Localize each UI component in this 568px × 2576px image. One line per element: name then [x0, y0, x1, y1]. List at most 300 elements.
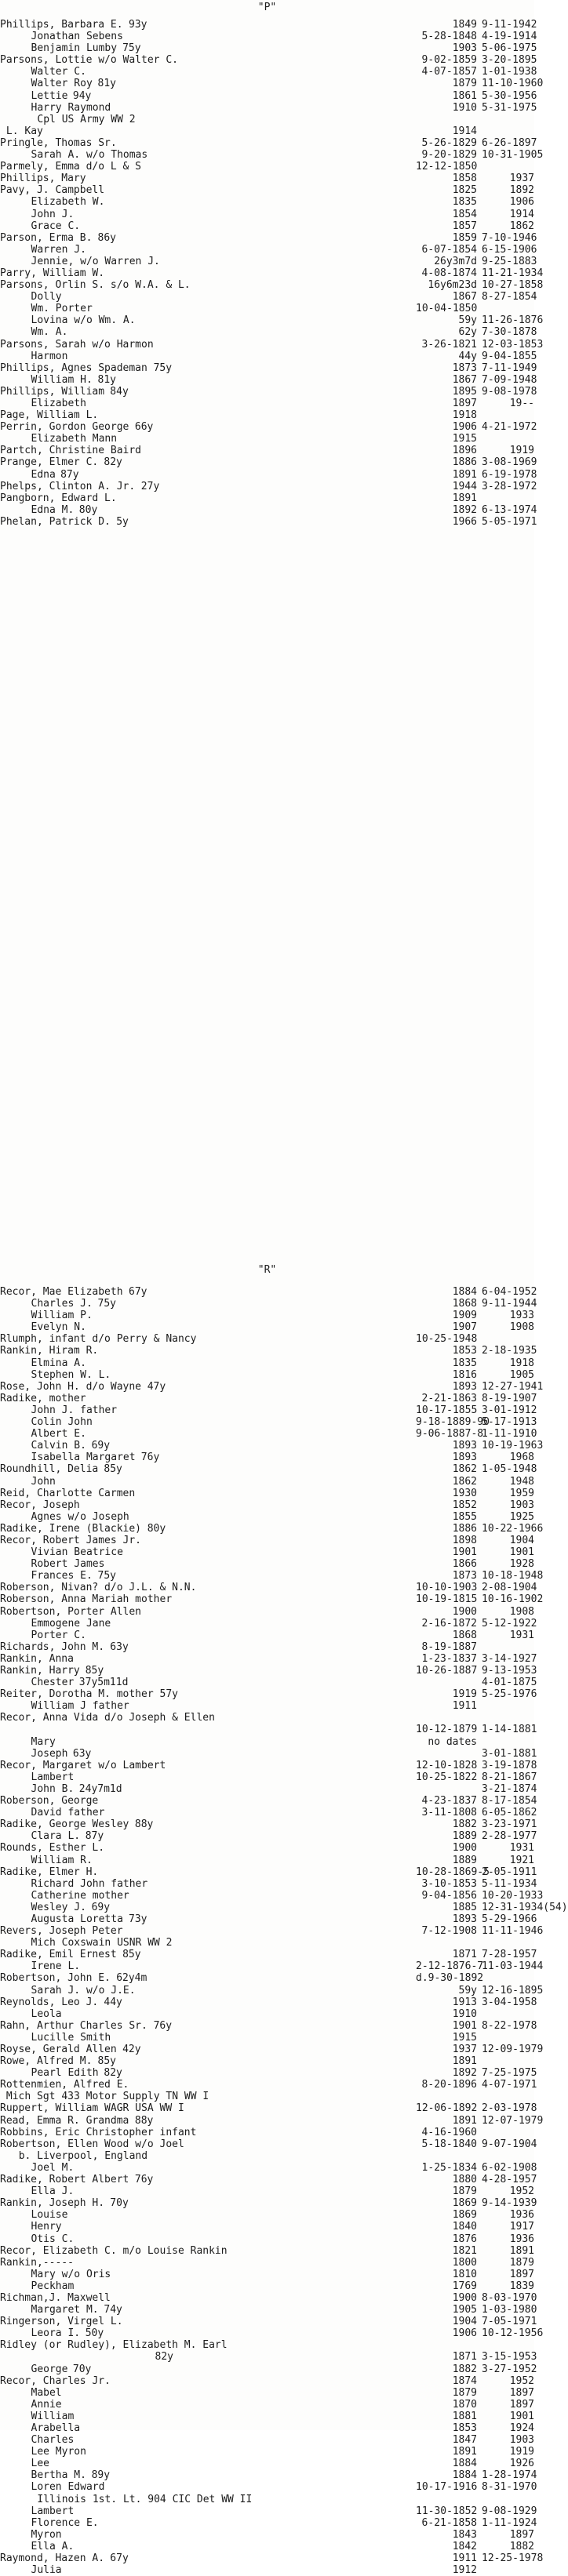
- entry-birth: 4-07-1857: [421, 66, 477, 78]
- entry-name: Agnes w/o Joseph: [31, 1510, 129, 1523]
- entry-birth: 1879: [452, 2185, 477, 2198]
- entry-name: Prange, Elmer C.: [0, 456, 99, 469]
- entry-birth: 1891: [452, 468, 477, 481]
- entry-birth: 4-08-1874: [421, 267, 477, 279]
- entry-birth: 1-23-1837: [421, 1652, 477, 1665]
- entry-death: 1-05-1948: [482, 1463, 537, 1476]
- entry-death: 6-02-1908: [482, 2161, 537, 2174]
- entry-age: 67y: [110, 2552, 129, 2565]
- entry-age: 80y: [78, 503, 98, 516]
- entry-name: Roundhill, Delia: [0, 1463, 99, 1476]
- entry-death: 9-14-1939: [482, 2197, 537, 2210]
- entry-name: Joseph: [31, 1747, 68, 1760]
- entry-birth: 12-12-1850: [416, 161, 478, 173]
- entry-name: Edna: [31, 468, 56, 481]
- entry-birth: 3-11-1808: [421, 1807, 477, 1819]
- entry-death: 8-19-1907: [482, 1392, 537, 1404]
- entry-death: 7-25-1975: [482, 2067, 537, 2080]
- entry-age: 84y: [110, 385, 129, 398]
- entry-name: Warren J.: [31, 243, 86, 256]
- entry-death: 9-25-1883: [482, 255, 537, 267]
- entry-death: 1906: [509, 196, 534, 209]
- entry-name: John: [31, 1475, 56, 1488]
- entry-death: 1897: [509, 2386, 534, 2399]
- entry-birth: 1879: [452, 78, 477, 90]
- entry-birth: 12-10-1828: [416, 1759, 478, 1771]
- entry-age: 80y: [147, 1522, 166, 1535]
- entry-name: Richard John father: [31, 1877, 148, 1890]
- entry-name: Robert James: [31, 1558, 105, 1571]
- entry-death: 12-27-1941: [482, 1380, 544, 1393]
- entry-name: Perrin, Gordon George: [0, 421, 129, 434]
- entry-birth: 1919: [452, 1688, 477, 1701]
- entry-birth: 1871: [452, 1949, 477, 1961]
- entry-name: Wesley J.: [31, 1901, 86, 1913]
- entry-birth: 1867: [452, 373, 477, 386]
- entry-name: Charles: [31, 2434, 75, 2447]
- entry-death: 1926: [509, 2458, 534, 2470]
- entry-birth: 10-17-1855: [416, 1404, 478, 1416]
- entry-death: 4-07-1971: [482, 2079, 537, 2091]
- entry-death: 8-21-1867: [482, 1771, 537, 1783]
- entry-birth: 1874: [452, 2374, 477, 2387]
- entry-death: 5-25-1976: [482, 1688, 537, 1701]
- entry-birth: 1849: [452, 19, 477, 31]
- entry-name: Parsons, Orlin S. s/o W.A. & L.: [0, 279, 191, 292]
- entry-name: Rlumph, infant d/o Perry & Nancy: [0, 1333, 197, 1346]
- entry-birth: 1881: [452, 2410, 477, 2422]
- entry-name: Benjamin Lumby: [31, 42, 118, 55]
- entry-name: Radike, Robert Albert: [0, 2174, 129, 2186]
- entry-name: Lucille Smith: [31, 2031, 111, 2044]
- entry-age: 82y: [104, 456, 122, 469]
- entry-death: 3-14-1927: [482, 1652, 537, 1665]
- entry-death: 10-31-1905: [482, 149, 544, 162]
- entry-age: 74y: [104, 2304, 122, 2316]
- entry-death: 9-07-1904: [482, 2138, 537, 2150]
- entry-name: David father: [31, 1807, 105, 1819]
- entry-name: Parry, William W.: [0, 267, 105, 279]
- entry-age: 50y: [85, 2327, 104, 2340]
- entry-death: 1914: [509, 208, 534, 220]
- entry-birth: 1861: [452, 89, 477, 102]
- entry-death: 1917: [509, 2221, 534, 2233]
- entry-death: 1903: [509, 2434, 534, 2447]
- entry-death: 2-05-1911: [482, 1866, 537, 1878]
- entry-birth: 1910: [452, 101, 477, 114]
- entry-birth: 9-06-1887-8: [416, 1428, 484, 1441]
- entry-birth: 1904: [452, 2316, 477, 2328]
- entry-death: 1921: [509, 1854, 534, 1866]
- entry-name: Mary w/o Oris: [31, 2268, 111, 2280]
- entry-birth: 1886: [452, 1522, 477, 1535]
- entry-name: Robbins, Eric Christopher infant: [0, 2126, 197, 2138]
- entry-birth: 10-04-1850: [416, 303, 478, 315]
- entry-name: Richman,J. Maxwell: [0, 2291, 111, 2304]
- entry-death: 3-27-1952: [482, 2363, 537, 2375]
- entry-name: Peckham: [31, 2280, 75, 2292]
- entry-birth: 6-21-1858: [421, 2516, 477, 2529]
- entry-death: 1936: [509, 2209, 534, 2222]
- entry-birth: 1898: [452, 1534, 477, 1546]
- entry-birth: 1855: [452, 1510, 477, 1523]
- entry-name: Recor, Elizabeth C. m/o Louise Rankin: [0, 2244, 228, 2257]
- entry-birth: 1854: [452, 208, 477, 220]
- entry-name: Royse, Gerald Allen: [0, 2044, 117, 2055]
- entry-death: 6-04-1952: [482, 1286, 537, 1298]
- entry-age: 75y: [153, 362, 173, 374]
- entry-name: Elmina A.: [31, 1357, 86, 1369]
- entry-death: 2-18-1935: [482, 1345, 537, 1357]
- entry-birth: 2-16-1872: [421, 1617, 477, 1630]
- entry-age: 44y: [104, 1996, 122, 2008]
- entry-death: 1905: [509, 1368, 534, 1381]
- entry-birth: 4-16-1960: [421, 2126, 477, 2138]
- entry-birth: 1893: [452, 1451, 477, 1464]
- entry-name: Illinois 1st. Lt. 904 CIC Det WW II: [37, 2493, 253, 2505]
- entry-name: Wm. A.: [31, 326, 68, 339]
- entry-name: Recor, Mae Elizabeth: [0, 1286, 123, 1298]
- entry-birth: 1893: [452, 1913, 477, 1925]
- entry-birth: 1843: [452, 2528, 477, 2541]
- entry-birth: 62y: [458, 326, 477, 339]
- entry-death: 1968: [509, 1451, 534, 1464]
- entry-name: Lee Myron: [31, 2446, 86, 2458]
- entry-name: Reiter, Dorotha M. mother: [0, 1688, 154, 1701]
- entry-birth: 1869: [452, 2197, 477, 2210]
- entry-birth: 1944: [452, 480, 477, 492]
- entry-death: 3-19-1878: [482, 1759, 537, 1771]
- entry-name: Emmogene Jane: [31, 1617, 111, 1630]
- entry-name: Mich Coxswain USNR WW 2: [31, 1937, 173, 1949]
- entry-birth: 1880: [452, 2174, 477, 2186]
- entry-death: 10-22-1966: [482, 1522, 544, 1535]
- entry-death: 1908: [509, 1321, 534, 1334]
- entry-name: Mary: [31, 1735, 56, 1748]
- entry-age: 87y: [85, 1830, 104, 1843]
- entry-name: Phillips, Agnes Spademan: [0, 362, 147, 374]
- entry-death: 5-31-1975: [482, 101, 537, 114]
- entry-death: 6-19-1978: [482, 468, 537, 481]
- entry-birth: 5-28-1848: [421, 31, 477, 43]
- entry-name: John J.: [31, 208, 75, 220]
- entry-death: 4-21-1972: [482, 421, 537, 434]
- entry-age: 63y: [72, 1747, 92, 1760]
- entry-name: Wm. Porter: [31, 303, 93, 315]
- entry-name: Elizabeth: [31, 398, 86, 409]
- entry-birth: 1889: [452, 1854, 477, 1866]
- entry-birth: 10-12-1879: [416, 1724, 478, 1736]
- entry-name: Parson, Erma B.: [0, 231, 93, 244]
- entry-age: 85y: [97, 2055, 116, 2068]
- entry-birth: 16y6m23d: [428, 279, 477, 292]
- entry-age: 75y: [97, 1298, 116, 1310]
- entry-death: 1879: [509, 2256, 534, 2269]
- entry-death: 9-11-1944: [482, 1298, 537, 1310]
- entry-name: Isabella Margaret: [31, 1451, 136, 1464]
- entry-age: 66y: [134, 421, 154, 434]
- entry-name: Charles J.: [31, 1298, 93, 1310]
- entry-birth: 1847: [452, 2434, 477, 2447]
- entry-death: 10-16-1902: [482, 1593, 544, 1606]
- entry-name: Read, Emma R. Grandma: [0, 2114, 129, 2127]
- entry-name: L. Kay: [5, 125, 43, 137]
- entry-name: John J. father: [31, 1404, 118, 1416]
- entry-name: William: [31, 2410, 75, 2422]
- entry-birth: 1871: [452, 2351, 477, 2363]
- entry-name: Harmon: [31, 350, 68, 362]
- entry-age: 88y: [134, 2114, 154, 2127]
- entry-death: 1925: [509, 1510, 534, 1523]
- entry-death: 1919: [509, 445, 534, 457]
- entry-name: Margaret M.: [31, 2304, 99, 2316]
- entry-birth: 9-20-1829: [421, 149, 477, 162]
- entry-death: 1882: [509, 2540, 534, 2552]
- entry-name: Raymond, Hazen A.: [0, 2552, 105, 2565]
- entry-death: 5-06-1975: [482, 42, 537, 55]
- entry-death: 6-26-1897: [482, 136, 537, 149]
- entry-birth: 1891: [452, 492, 477, 504]
- entry-name: Walter C.: [31, 66, 86, 78]
- entry-name: Mabel: [31, 2386, 62, 2399]
- entry-name: Myron: [31, 2528, 62, 2541]
- entry-birth: 1859: [452, 231, 477, 244]
- entry-name: Robertson, Ellen Wood w/o Joel: [0, 2138, 184, 2150]
- entry-death: 4-19-1914: [482, 31, 537, 43]
- entry-birth: 1852: [452, 1499, 477, 1511]
- entry-death: 7-09-1948: [482, 373, 537, 386]
- entry-birth: 1892: [452, 503, 477, 516]
- entry-birth: 9-18-1889-90: [416, 1416, 490, 1429]
- entry-birth: 1900: [452, 1605, 477, 1618]
- entry-death: 5-17-1913: [482, 1416, 537, 1429]
- entry-death: 11-03-1944: [482, 1960, 544, 1973]
- entry-name: Lambert: [31, 2505, 75, 2517]
- entry-birth: 59y: [458, 314, 477, 327]
- entry-birth: 1896: [452, 445, 477, 457]
- entry-name: Rowe, Alfred M.: [0, 2055, 93, 2068]
- entry-death: 12-09-1979: [482, 2044, 544, 2055]
- entry-age: 76y: [153, 2019, 173, 2032]
- entry-name: Sarah A. w/o Thomas: [31, 149, 148, 162]
- entry-death: 1936: [509, 2233, 534, 2245]
- entry-death: 1892: [509, 184, 534, 197]
- entry-name: Porter C.: [31, 1629, 86, 1641]
- entry-name: Phillips, Barbara E.: [0, 19, 123, 31]
- entry-death: 3-01-1912: [482, 1404, 537, 1416]
- entry-death: 5-29-1966: [482, 1913, 537, 1925]
- entry-death: 10-27-1858: [482, 279, 544, 292]
- entry-name: Leora I.: [31, 2327, 81, 2340]
- entry-name: William P.: [31, 1310, 93, 1322]
- entry-death: 3-23-1971: [482, 1818, 537, 1831]
- entry-name: Revers, Joseph Peter: [0, 1925, 123, 1938]
- entry-birth: 1893: [452, 1440, 477, 1452]
- entry-age: 69y: [91, 1901, 111, 1913]
- entry-death: 2-28-1977: [482, 1830, 537, 1843]
- entry-age: 76y: [140, 1451, 160, 1464]
- entry-death: 9-08-1929: [482, 2505, 537, 2517]
- entry-name: Phillips, Mary: [0, 173, 86, 185]
- entry-name: Rahn, Arthur Charles Sr.: [0, 2019, 147, 2032]
- entry-name: Catherine mother: [31, 1889, 129, 1902]
- entry-death: 11-21-1934: [482, 267, 544, 279]
- entry-name: Albert E.: [31, 1428, 86, 1441]
- entry-name: Pangborn, Edward L.: [0, 492, 117, 504]
- entry-death: 10-20-1933: [482, 1889, 544, 1902]
- entry-death: 12-03-1853: [482, 338, 544, 351]
- entry-death: 1-11-1910: [482, 1428, 537, 1441]
- entry-age: 88y: [134, 1818, 154, 1831]
- entry-age: 93y: [129, 19, 147, 31]
- entry-death: 1948: [509, 1475, 534, 1488]
- entry-death: 12-07-1979: [482, 2114, 544, 2127]
- entry-name: Richards, John M.: [0, 1640, 105, 1653]
- entry-age: 67y: [129, 1286, 147, 1298]
- entry-name: Ella J.: [31, 2185, 75, 2198]
- entry-name: 82y: [155, 2351, 173, 2363]
- entry-age: 70y: [72, 2363, 92, 2375]
- entry-birth: 1869: [452, 2209, 477, 2222]
- entry-birth: 1913: [452, 1996, 477, 2008]
- entry-death: 10-19-1963: [482, 1440, 544, 1452]
- entry-name: Reid, Charlotte Carmen: [0, 1487, 136, 1499]
- entry-name: Radike, Irene (Blackie): [0, 1522, 142, 1535]
- entry-death: 11-10-1960: [482, 78, 544, 90]
- entry-birth: 1769: [452, 2280, 477, 2292]
- entry-birth: 1903: [452, 42, 477, 55]
- entry-birth: 1912: [452, 2564, 477, 2576]
- entry-name: Chester: [31, 1677, 75, 1689]
- entry-age: 86y: [97, 231, 116, 244]
- entry-birth: 10-25-1948: [416, 1333, 478, 1346]
- entry-birth: 1876: [452, 2233, 477, 2245]
- entry-name: Augusta Loretta: [31, 1913, 123, 1925]
- entry-age: 85y: [122, 1949, 141, 1961]
- entry-birth: 1905: [452, 2304, 477, 2316]
- entry-age: 89y: [91, 2469, 111, 2482]
- entry-death: 9-08-1978: [482, 385, 537, 398]
- entry-name: Reynolds, Leo J.: [0, 1996, 99, 2008]
- entry-name: Radike, mother: [0, 1392, 86, 1404]
- entry-death: 5-30-1956: [482, 89, 537, 102]
- entry-name: Rankin, Joseph H.: [0, 2197, 105, 2210]
- entry-name: Rankin, Hiram R.: [0, 1345, 99, 1357]
- entry-death: 12-31-1934(54): [482, 1901, 568, 1913]
- entry-age: 75y: [97, 1570, 116, 1582]
- entry-age: 62y4m: [116, 1972, 147, 1985]
- entry-age: 69y: [91, 1440, 111, 1452]
- entry-name: Walter Roy: [31, 78, 93, 90]
- entry-name: Bertha M.: [31, 2469, 86, 2482]
- entry-death: 1952: [509, 2374, 534, 2387]
- section-heading-r: "R": [257, 1264, 277, 1276]
- entry-name: Vivian Beatrice: [31, 1546, 123, 1559]
- entry-name: Parmely, Emma d/o L & S: [0, 161, 142, 173]
- entry-name: Colin John: [31, 1416, 93, 1429]
- entry-death: 6-05-1862: [482, 1807, 537, 1819]
- entry-death: 8-31-1970: [482, 2481, 537, 2494]
- entry-birth: 1906: [452, 2327, 477, 2340]
- entry-birth: 1906: [452, 421, 477, 434]
- entry-birth: 12-06-1892: [416, 2102, 478, 2115]
- entry-birth: 8-20-1896: [421, 2079, 477, 2091]
- entry-death: 10-18-1948: [482, 1570, 544, 1582]
- entry-birth: 1892: [452, 2067, 477, 2080]
- entry-death: 1933: [509, 1310, 534, 1322]
- entry-death: 19--: [509, 398, 534, 409]
- entry-name: Radike, George Wesley: [0, 1818, 129, 1831]
- entry-age: 63y: [110, 1640, 129, 1653]
- entry-name: Lettie: [31, 89, 68, 102]
- entry-name: Ridley (or Rudley), Elizabeth M. Earl: [0, 2339, 228, 2352]
- entry-name: Radike, Emil Ernest: [0, 1949, 117, 1961]
- entry-death: 9-04-1855: [482, 350, 537, 362]
- entry-age: 85y: [104, 1463, 122, 1476]
- entry-age: 75y: [122, 42, 141, 55]
- entry-death: 5-12-1922: [482, 1617, 537, 1630]
- entry-birth: 1868: [452, 1629, 477, 1641]
- entry-name: Henry: [31, 2221, 62, 2233]
- entry-name: Ringerson, Virgel L.: [0, 2316, 123, 2328]
- entry-death: 2-03-1978: [482, 2102, 537, 2115]
- entry-birth: 1866: [452, 1558, 477, 1571]
- entry-death: 3-15-1953: [482, 2351, 537, 2363]
- entry-name: Ruppert, William WAGR USA WW I: [0, 2102, 184, 2115]
- entry-name: Rose, John H. d/o Wayne: [0, 1380, 142, 1393]
- entry-birth: 1937: [452, 2044, 477, 2055]
- entry-name: William H.: [31, 373, 93, 386]
- entry-name: Radike, Elmer H.: [0, 1866, 99, 1878]
- entry-death: 1924: [509, 2422, 534, 2434]
- entry-name: Lovina w/o Wm. A.: [31, 314, 136, 327]
- entry-name: Recor, Margaret w/o Lambert: [0, 1759, 166, 1771]
- entry-birth: 59y: [458, 1984, 477, 1996]
- entry-death: 1901: [509, 1546, 534, 1559]
- entry-name: Sarah J. w/o J.E.: [31, 1984, 136, 1996]
- entry-death: 1903: [509, 1499, 534, 1511]
- entry-age: 73y: [129, 1913, 147, 1925]
- entry-name: Elizabeth W.: [31, 196, 105, 209]
- entry-birth: 1897: [452, 398, 477, 409]
- entry-birth: 1825: [452, 184, 477, 197]
- entry-birth: 1873: [452, 362, 477, 374]
- entry-birth: 1810: [452, 2268, 477, 2280]
- entry-name: Julia: [31, 2564, 62, 2576]
- entry-birth: 1870: [452, 2398, 477, 2411]
- entry-name: Recor, Joseph: [0, 1499, 80, 1511]
- entry-age: 87y: [60, 468, 79, 481]
- entry-name: Rankin, Harry: [0, 1665, 80, 1677]
- entry-age: 27y: [140, 480, 160, 492]
- entry-name: Robertson, Porter Allen: [0, 1605, 142, 1618]
- entry-birth: 1966: [452, 515, 477, 528]
- entry-death: 1-01-1938: [482, 66, 537, 78]
- entry-birth: 1907: [452, 1321, 477, 1334]
- entry-birth: 1821: [452, 2244, 477, 2257]
- entry-name: Robertson, John E.: [0, 1972, 111, 1985]
- entry-name: Roberson, George: [0, 1795, 99, 1808]
- entry-age: 70y: [110, 2197, 129, 2210]
- entry-name: Louise: [31, 2209, 68, 2222]
- entry-age: 24y7m1d: [78, 1782, 122, 1795]
- entry-birth: 1853: [452, 2422, 477, 2434]
- section-heading-p: "P": [257, 2, 277, 13]
- entry-birth: 1842: [452, 2540, 477, 2552]
- entry-death: 1862: [509, 220, 534, 232]
- entry-birth: 1840: [452, 2221, 477, 2233]
- entry-death: 3-08-1969: [482, 456, 537, 469]
